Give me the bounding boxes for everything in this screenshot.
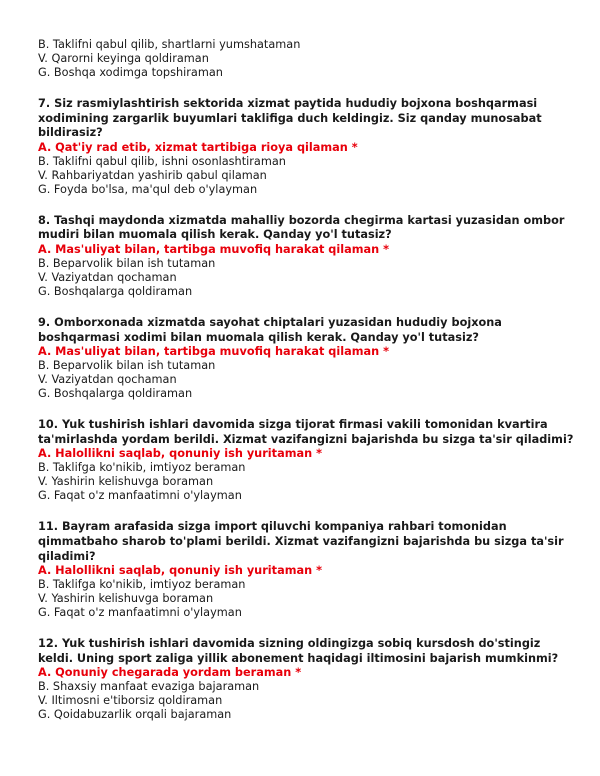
question-8 [38,214,600,299]
correct-answer: A. Qonuniy chegarada yordam beraman * [38,666,302,680]
option-g: G. Foyda bo'lsa, ma'qul deb o'ylayman [38,182,258,196]
option-v: V. Yashirin kelishuvga boraman [38,592,214,606]
question-text: 7. Siz rasmiylashtirish sektorida xizmat paytida hududiy bojxona boshqarmasi xodimining zargarlik buyumlari taklifiga duch keldingiz. Siz qanday munosabat bildirasiz? [38,97,542,140]
option-v: V. Vaziyatdan qochaman [38,270,177,284]
question-12 [38,637,600,722]
option-g: G. Boshqalarga qoldiraman [38,387,193,401]
question-text: 10. Yuk tushirish ishlari davomida sizga tijorat firmasi vakili tomonidan kvartira ta'mirlashda yordam berildi. Xizmat vazifangizni bajarishda bu sizga ta'sir qiladimi? [38,418,574,446]
question-text: 8. Tashqi maydonda xizmatda mahalliy bozorda chegirma kartasi yuzasidan ombor mudiri bilan muomala qilish kerak. Qanday yo'l tutasiz? [38,213,565,242]
question-10 [38,418,600,503]
option-b: B. Beparvolik bilan ish tutaman [38,359,216,373]
option-b: B. Taklifga ko'nikib, imtiyoz beraman [38,461,246,475]
option-b: B. Beparvolik bilan ish tutaman [38,256,216,270]
question-text: 9. Omborxonada xizmatda sayohat chiptalari yuzasidan hududiy bojxona boshqarmasi xodimi bilan muomala qilish kerak. Qanday yo'l tutasiz? [38,315,502,344]
option-v: V. Vaziyatdan qochaman [38,373,177,387]
correct-answer: A. Halollikni saqlab, qonuniy ish yuritaman * [38,447,322,461]
top-options [38,38,600,80]
option-v: V. Rahbariyatdan yashirib qabul qilaman [38,168,267,182]
correct-answer: A. Mas'uliyat bilan, tartibga muvofiq harakat qilaman * [38,345,390,359]
option-g: G. Boshqalarga qoldiraman [38,284,193,298]
option-b: B. Taklifni qabul qilib, shartlarni yumshataman [38,38,301,51]
question-7 [38,97,600,197]
option-g: G. Faqat o'z manfaatimni o'ylayman [38,489,242,503]
correct-answer: A. Qat'iy rad etib, xizmat tartibiga rioya qilaman * [38,140,358,154]
option-b: B. Taklifga ko'nikib, imtiyoz beraman [38,578,246,592]
option-v: V. Qarorni keyinga qoldiraman [38,52,209,65]
question-11 [38,520,600,620]
option-v: V. Yashirin kelishuvga boraman [38,475,214,489]
question-text: 11. Bayram arafasida sizga import qiluvchi kompaniya rahbari tomonidan qimmatbaho sharob to'plami berildi. Xizmat vazifangizni bajarishda bu sizga ta'sir qiladimi? [38,520,564,563]
option-g: G. Qoidabuzarlik orqali bajaraman [38,708,232,722]
correct-answer: A. Mas'uliyat bilan, tartibga muvofiq harakat qilaman * [38,242,390,256]
option-b: B. Taklifni qabul qilib, ishni osonlashtiraman [38,154,286,168]
question-text: 12. Yuk tushirish ishlari davomida sizning oldingizga sobiq kursdosh do'stingiz keldi. Uning sport zaliga yillik abonement haqidagi iltimosini bajarish mumkinmi? [38,637,559,665]
option-g: G. Faqat o'z manfaatimni o'ylayman [38,606,242,620]
option-v: V. Iltimosni e'tiborsiz qoldiraman [38,694,223,708]
option-g: G. Boshqa xodimga topshiraman [38,66,223,79]
option-b: B. Shaxsiy manfaat evaziga bajaraman [38,680,260,694]
correct-answer: A. Halollikni saqlab, qonuniy ish yuritaman * [38,564,322,578]
question-9 [38,316,600,401]
